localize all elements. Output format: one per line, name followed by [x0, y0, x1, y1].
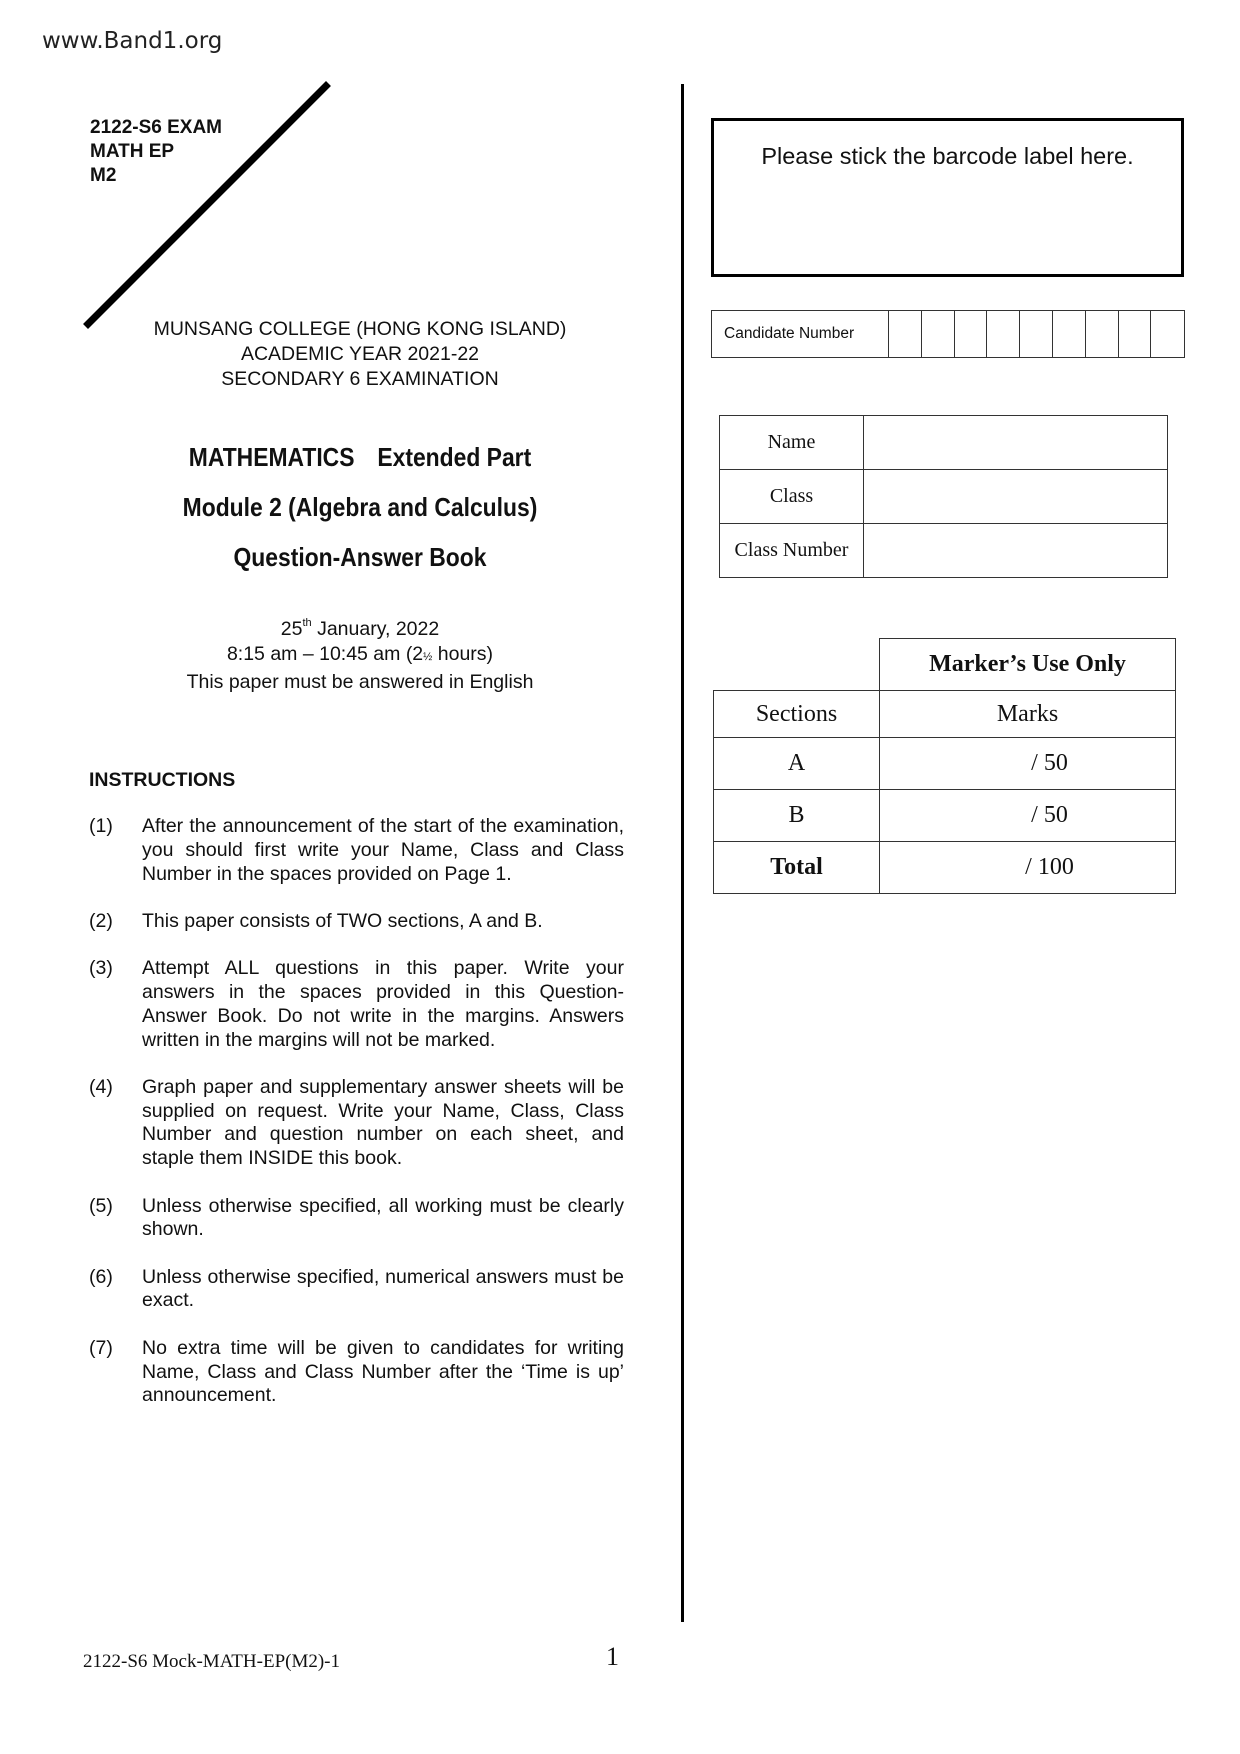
- sections-header: Sections: [714, 691, 880, 738]
- marker-use-table: [713, 638, 1176, 894]
- candidate-digit-box[interactable]: [889, 311, 922, 357]
- section-a-marks: / 50: [880, 738, 1176, 790]
- instruction-item: (7) No extra time will be given to candidates for writing Name, Class and Class Number after the ‘Time is up’ announcement.: [89, 1336, 624, 1407]
- candidate-number-label: Candidate Number: [712, 311, 889, 357]
- candidate-number-field: [711, 310, 1185, 358]
- table-row: [714, 842, 1176, 894]
- exam-name: SECONDARY 6 EXAMINATION: [221, 368, 499, 390]
- candidate-digit-box[interactable]: [1086, 311, 1119, 357]
- instruction-item: (1) After the announcement of the start of the examination, you should first write your Name, Class and Class Number in the spaces provided on Page 1.: [89, 815, 624, 885]
- paper-code-line-3: M2: [90, 165, 117, 186]
- school-name: MUNSANG COLLEGE (HONG KONG ISLAND): [153, 318, 567, 340]
- academic-year: ACADEMIC YEAR 2021-22: [240, 343, 480, 365]
- table-row: [720, 470, 1168, 524]
- candidate-digit-box[interactable]: [922, 311, 955, 357]
- instruction-item: (3) Attempt ALL questions in this paper. Write your answers in the spaces provided in this Question-Answer Book. Do not write in the margins. Answers written in the margins will not be marked.: [89, 957, 624, 1051]
- section-b-marks: / 50: [880, 790, 1176, 842]
- module-title: Module 2 (Algebra and Calculus): [182, 492, 538, 522]
- candidate-digit-box[interactable]: [987, 311, 1020, 357]
- barcode-label-area: [711, 118, 1184, 277]
- marker-use-title: Marker’s Use Only: [880, 639, 1176, 691]
- paper-code-line-2: MATH EP: [90, 141, 175, 162]
- diagonal-slash-line: [0, 0, 400, 360]
- table-row: [720, 524, 1168, 578]
- watermark: www.Band1.org: [42, 28, 223, 54]
- subject-part: Extended Part: [377, 442, 532, 472]
- exam-date: 25th January, 2022: [280, 617, 440, 640]
- column-divider: [681, 84, 684, 1622]
- exam-date-info: [100, 617, 620, 695]
- student-info-table: [719, 415, 1168, 578]
- table-row: [720, 416, 1168, 470]
- school-header: [100, 317, 620, 392]
- section-a-label: A: [714, 738, 880, 790]
- total-label: Total: [714, 842, 880, 894]
- name-field[interactable]: [864, 416, 1168, 470]
- paper-code-line-1: 2122-S6 EXAM: [90, 117, 223, 138]
- instruction-item: (5) Unless otherwise specified, all working must be clearly shown.: [89, 1194, 624, 1241]
- subject-title: [131, 440, 589, 490]
- class-field[interactable]: [864, 470, 1168, 524]
- candidate-digit-box[interactable]: [1119, 311, 1152, 357]
- candidate-digit-box[interactable]: [955, 311, 988, 357]
- total-marks: / 100: [880, 842, 1176, 894]
- name-label: Name: [720, 416, 864, 470]
- table-row: [714, 738, 1176, 790]
- candidate-digit-box[interactable]: [1053, 311, 1086, 357]
- empty-corner-cell: [714, 639, 880, 691]
- subject: MATHEMATICS: [188, 442, 355, 472]
- footer-paper-code: 2122-S6 Mock-MATH-EP(M2)-1: [83, 1651, 341, 1672]
- language-note: This paper must be answered in English: [186, 671, 534, 693]
- instruction-item: (6) Unless otherwise specified, numerical answers must be exact.: [89, 1265, 624, 1312]
- candidate-digit-box[interactable]: [1020, 311, 1053, 357]
- instruction-item: (4) Graph paper and supplementary answer sheets will be supplied on request. Write your Name, Class, Class Number and question number on each sheet, and staple them INSIDE this book.: [89, 1075, 624, 1170]
- instruction-item: (2) This paper consists of TWO sections, A and B.: [89, 909, 543, 932]
- book-title: Question-Answer Book: [233, 542, 487, 572]
- barcode-instruction: Please stick the barcode label here.: [761, 143, 1134, 169]
- instructions-heading: INSTRUCTIONS: [89, 769, 236, 791]
- candidate-digit-box[interactable]: [1151, 311, 1184, 357]
- exam-time: 8:15 am – 10:45 am (2½ hours): [226, 643, 494, 665]
- paper-titles: [131, 440, 589, 590]
- table-row: [714, 790, 1176, 842]
- section-b-label: B: [714, 790, 880, 842]
- marks-header: Marks: [880, 691, 1176, 738]
- class-number-field[interactable]: [864, 524, 1168, 578]
- page-number: 1: [606, 1642, 619, 1671]
- instructions-list: [89, 815, 624, 1432]
- class-number-label: Class Number: [720, 524, 864, 578]
- class-label: Class: [720, 470, 864, 524]
